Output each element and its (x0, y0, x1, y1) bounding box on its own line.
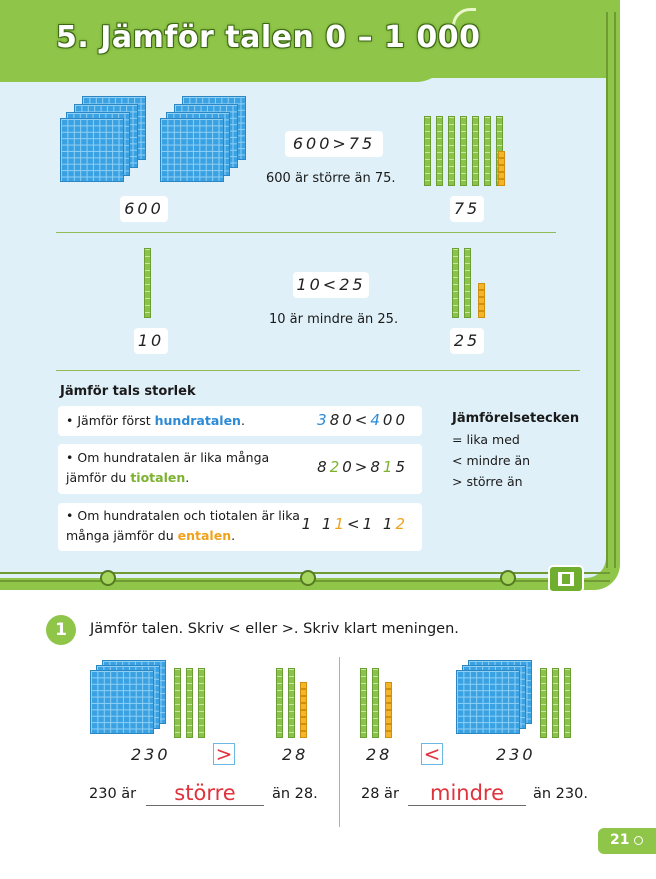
sign-less: < mindre än (452, 453, 531, 468)
page-number-tab (598, 828, 656, 854)
signs-heading: Jämförelsetecken (452, 411, 580, 426)
answer-sign-box-right[interactable]: < (421, 743, 443, 765)
comparison-signs-legend (452, 408, 579, 492)
rule-row-ones (58, 503, 422, 551)
comparison-600-75: 600>75 (285, 131, 383, 157)
label-25: 25 (450, 328, 484, 354)
pipe-joint (100, 570, 116, 586)
number-28-left: 28 (282, 745, 309, 764)
number-28-right: 28 (366, 745, 393, 764)
video-film-icon[interactable] (548, 565, 584, 593)
label-600: 600 (120, 196, 168, 222)
sentence-end-right: än 230. (533, 786, 588, 802)
sentence-end-left: än 28. (272, 786, 318, 802)
divider (56, 370, 580, 371)
sign-greater: > större än (452, 474, 523, 489)
answer-sign-box-left[interactable]: > (213, 743, 235, 765)
number-230-left: 230 (131, 745, 171, 764)
exercise-divider (339, 657, 340, 827)
tens-rod-10 (144, 248, 151, 318)
answer-field-right[interactable]: mindre (408, 782, 526, 806)
divider (56, 232, 556, 233)
sentence-start-left: 230 är (89, 786, 137, 802)
sentence-10-25: 10 är mindre än 25. (269, 312, 399, 327)
sentence-600-75: 600 är större än 75. (266, 171, 396, 186)
frame-rail-right (606, 12, 616, 568)
rule-text: • Om hundratalen är lika många jämför du tiotalen. (66, 450, 270, 485)
label-75: 75 (450, 196, 484, 222)
sentence-start-right: 28 är (361, 786, 399, 802)
rule-example: 1 11<1 12 (301, 515, 408, 533)
rule-row-hundreds (58, 406, 422, 436)
rule-text: • Om hundratalen och tiotalen är lika många jämför du entalen. (66, 508, 300, 543)
rule-example: 820>815 (317, 458, 408, 476)
rule-row-tens (58, 444, 422, 494)
sign-equal: = lika med (452, 432, 520, 447)
exercise-instruction: Jämför talen. Skriv < eller >. Skriv klart meningen. (90, 621, 459, 637)
page-number: 21 (610, 832, 630, 848)
rule-example: 380<400 (317, 411, 408, 429)
comparison-10-25: 10<25 (293, 272, 369, 298)
pipe-joint (300, 570, 316, 586)
pipe-joint (500, 570, 516, 586)
exercise-number-badge: 1 (46, 615, 76, 645)
number-230-right: 230 (496, 745, 536, 764)
rule-text: • Jämför först hundratalen. (66, 413, 245, 428)
page-title: 5. Jämför talen 0 – 1 000 (56, 20, 481, 55)
label-10: 10 (134, 328, 168, 354)
rules-heading: Jämför tals storlek (60, 384, 196, 399)
circle-icon (634, 836, 643, 845)
answer-field-left[interactable]: större (146, 782, 264, 806)
